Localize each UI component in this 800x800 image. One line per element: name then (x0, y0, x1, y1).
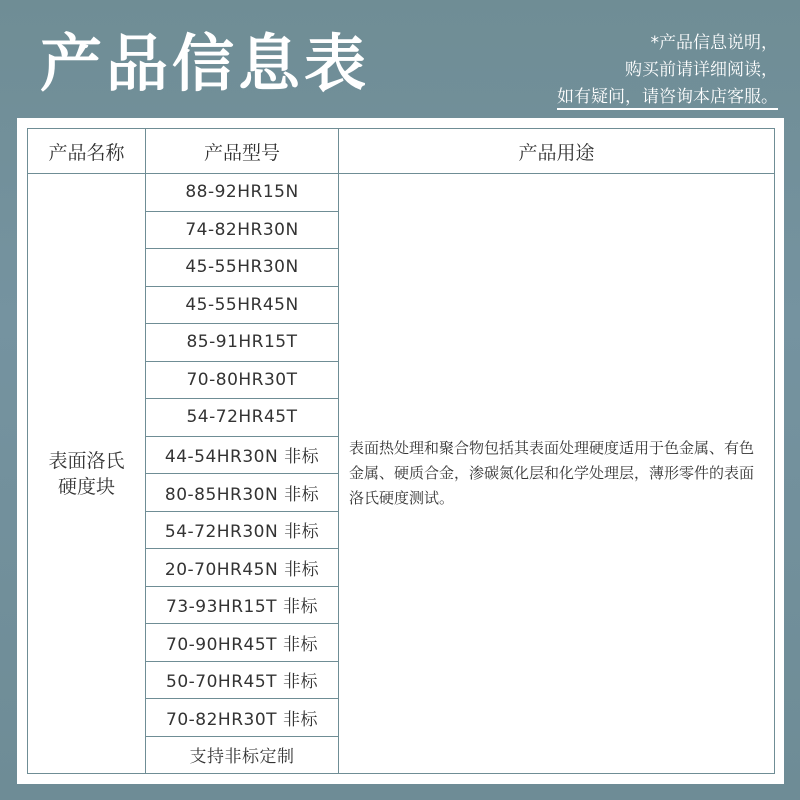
model-cell: 70-90HR45T 非标 (146, 624, 339, 662)
page-title: 产品信息表 (40, 27, 371, 100)
note-line-3: 如有疑问，请咨询本店客服。 (557, 87, 778, 110)
note-line-2: 购买前请详细阅读， (625, 60, 778, 80)
model-cell: 45-55HR45N (146, 286, 339, 324)
model-cell: 50-70HR45T 非标 (146, 661, 339, 699)
model-cell: 88-92HR15N (146, 174, 339, 212)
model-cell: 20-70HR45N 非标 (146, 549, 339, 587)
column-header-model: 产品型号 (146, 129, 339, 174)
model-cell: 85-91HR15T (146, 324, 339, 362)
table-panel (17, 118, 784, 784)
model-cell: 70-80HR30T (146, 361, 339, 399)
model-cell: 70-82HR30T 非标 (146, 699, 339, 737)
info-note (557, 30, 778, 111)
model-cell: 80-85HR30N 非标 (146, 474, 339, 512)
model-cell: 54-72HR30N 非标 (146, 511, 339, 549)
table-header-row (28, 129, 775, 174)
product-name-cell (28, 174, 146, 774)
model-cell: 54-72HR45T (146, 399, 339, 437)
column-header-name: 产品名称 (28, 129, 146, 174)
model-cell: 74-82HR30N (146, 211, 339, 249)
note-line-1: *产品信息说明， (650, 33, 778, 53)
product-name: 表面洛氏硬度块 (48, 449, 125, 498)
usage-cell: 表面热处理和聚合物包括其表面处理硬度适用于色金属、有色金属、硬质合金，渗碳氮化层和化学处理层，薄形零件的表面洛氏硬度测试。 (339, 174, 775, 774)
model-cell: 44-54HR30N 非标 (146, 436, 339, 474)
product-info-table (27, 128, 775, 774)
model-cell: 45-55HR30N (146, 249, 339, 287)
column-header-usage: 产品用途 (339, 129, 775, 174)
table-row (28, 174, 775, 212)
model-cell: 73-93HR15T 非标 (146, 586, 339, 624)
model-cell: 支持非标定制 (146, 736, 339, 774)
